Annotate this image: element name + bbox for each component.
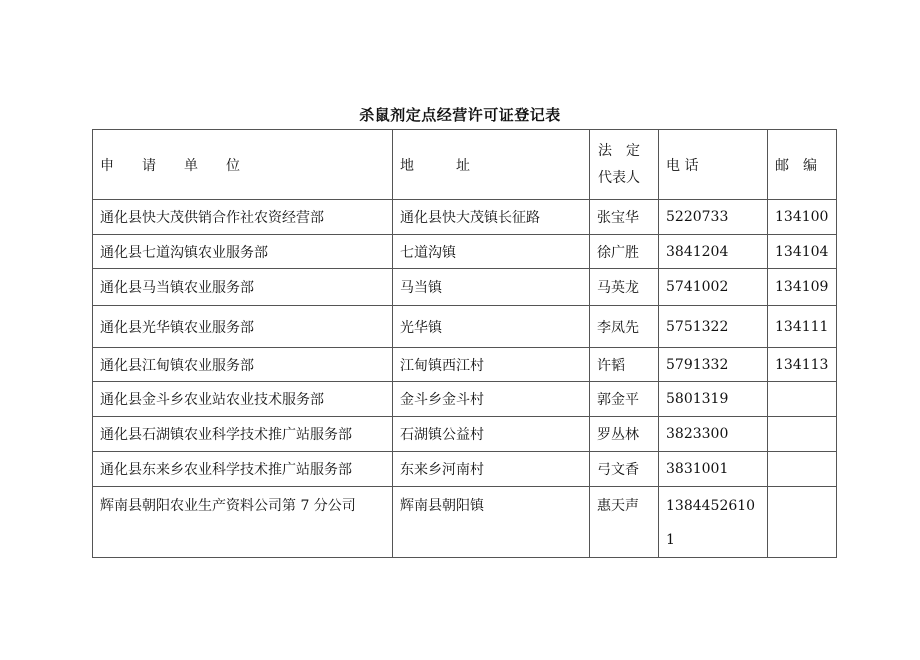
cell-rep: 许韬 bbox=[590, 348, 659, 382]
cell-rep-text: 惠天声 bbox=[597, 498, 639, 514]
cell-postcode bbox=[768, 417, 837, 452]
cell-unit: 通化县马当镇农业服务部 bbox=[93, 269, 393, 306]
header-legal-rep-line2: 代表人 bbox=[598, 169, 640, 186]
cell-address-text: 辉南县朝阳镇 bbox=[400, 498, 484, 514]
cell-phone: 3823300 bbox=[659, 417, 768, 452]
cell-rep: 李凤先 bbox=[590, 306, 659, 348]
cell-phone: 5801319 bbox=[659, 382, 768, 417]
cell-rep: 弓文香 bbox=[590, 452, 659, 487]
cell-address: 光华镇 bbox=[393, 306, 590, 348]
table-row bbox=[93, 348, 837, 382]
header-phone: 电 话 bbox=[659, 130, 768, 200]
cell-unit-text: 辉南县朝阳农业生产资料公司第 7 分公司 bbox=[100, 498, 356, 514]
document-title: 杀鼠剂定点经营许可证登记表 bbox=[359, 106, 561, 124]
cell-postcode: 134113 bbox=[768, 348, 837, 382]
cell-rep: 张宝华 bbox=[590, 200, 659, 235]
cell-unit: 通化县七道沟镇农业服务部 bbox=[93, 235, 393, 269]
cell-postcode bbox=[768, 487, 837, 558]
cell-phone-line1: 1384452610 bbox=[666, 498, 756, 514]
table-header-row bbox=[93, 130, 837, 200]
cell-phone: 5220733 bbox=[659, 200, 768, 235]
cell-rep: 徐广胜 bbox=[590, 235, 659, 269]
cell-phone: 3831001 bbox=[659, 452, 768, 487]
registration-table bbox=[92, 129, 837, 558]
header-address: 地 址 bbox=[393, 130, 590, 200]
table-row bbox=[93, 235, 837, 269]
cell-phone: 5751322 bbox=[659, 306, 768, 348]
table-row bbox=[93, 417, 837, 452]
cell-phone: 5791332 bbox=[659, 348, 768, 382]
table-row bbox=[93, 452, 837, 487]
cell-address bbox=[393, 487, 590, 558]
cell-postcode: 134109 bbox=[768, 269, 837, 306]
header-legal-rep bbox=[590, 130, 659, 200]
cell-address: 江甸镇西江村 bbox=[393, 348, 590, 382]
table-row bbox=[93, 200, 837, 235]
cell-unit bbox=[93, 487, 393, 558]
header-unit: 申 请 单 位 bbox=[93, 130, 393, 200]
cell-unit: 通化县东来乡农业科学技术推广站服务部 bbox=[93, 452, 393, 487]
cell-address: 石湖镇公益村 bbox=[393, 417, 590, 452]
cell-postcode: 134104 bbox=[768, 235, 837, 269]
cell-phone: 3841204 bbox=[659, 235, 768, 269]
header-legal-rep-line1: 法 定 bbox=[598, 142, 640, 159]
cell-address: 东来乡河南村 bbox=[393, 452, 590, 487]
cell-unit: 通化县快大茂供销合作社农资经营部 bbox=[93, 200, 393, 235]
cell-unit: 通化县光华镇农业服务部 bbox=[93, 306, 393, 348]
cell-unit: 通化县金斗乡农业站农业技术服务部 bbox=[93, 382, 393, 417]
table-row bbox=[93, 487, 837, 558]
cell-unit: 通化县江甸镇农业服务部 bbox=[93, 348, 393, 382]
cell-postcode: 134100 bbox=[768, 200, 837, 235]
cell-rep: 罗丛林 bbox=[590, 417, 659, 452]
cell-address: 金斗乡金斗村 bbox=[393, 382, 590, 417]
cell-rep bbox=[590, 487, 659, 558]
cell-address: 通化县快大茂镇长征路 bbox=[393, 200, 590, 235]
cell-phone-line2: 1 bbox=[666, 532, 675, 548]
table-row bbox=[93, 382, 837, 417]
cell-address: 马当镇 bbox=[393, 269, 590, 306]
header-postcode: 邮 编 bbox=[768, 130, 837, 200]
cell-postcode: 134111 bbox=[768, 306, 837, 348]
table-row bbox=[93, 269, 837, 306]
cell-address: 七道沟镇 bbox=[393, 235, 590, 269]
cell-rep: 马英龙 bbox=[590, 269, 659, 306]
table-row bbox=[93, 306, 837, 348]
cell-phone bbox=[659, 487, 768, 558]
cell-phone: 5741002 bbox=[659, 269, 768, 306]
cell-rep: 郭金平 bbox=[590, 382, 659, 417]
cell-postcode bbox=[768, 452, 837, 487]
cell-unit: 通化县石湖镇农业科学技术推广站服务部 bbox=[93, 417, 393, 452]
cell-postcode bbox=[768, 382, 837, 417]
